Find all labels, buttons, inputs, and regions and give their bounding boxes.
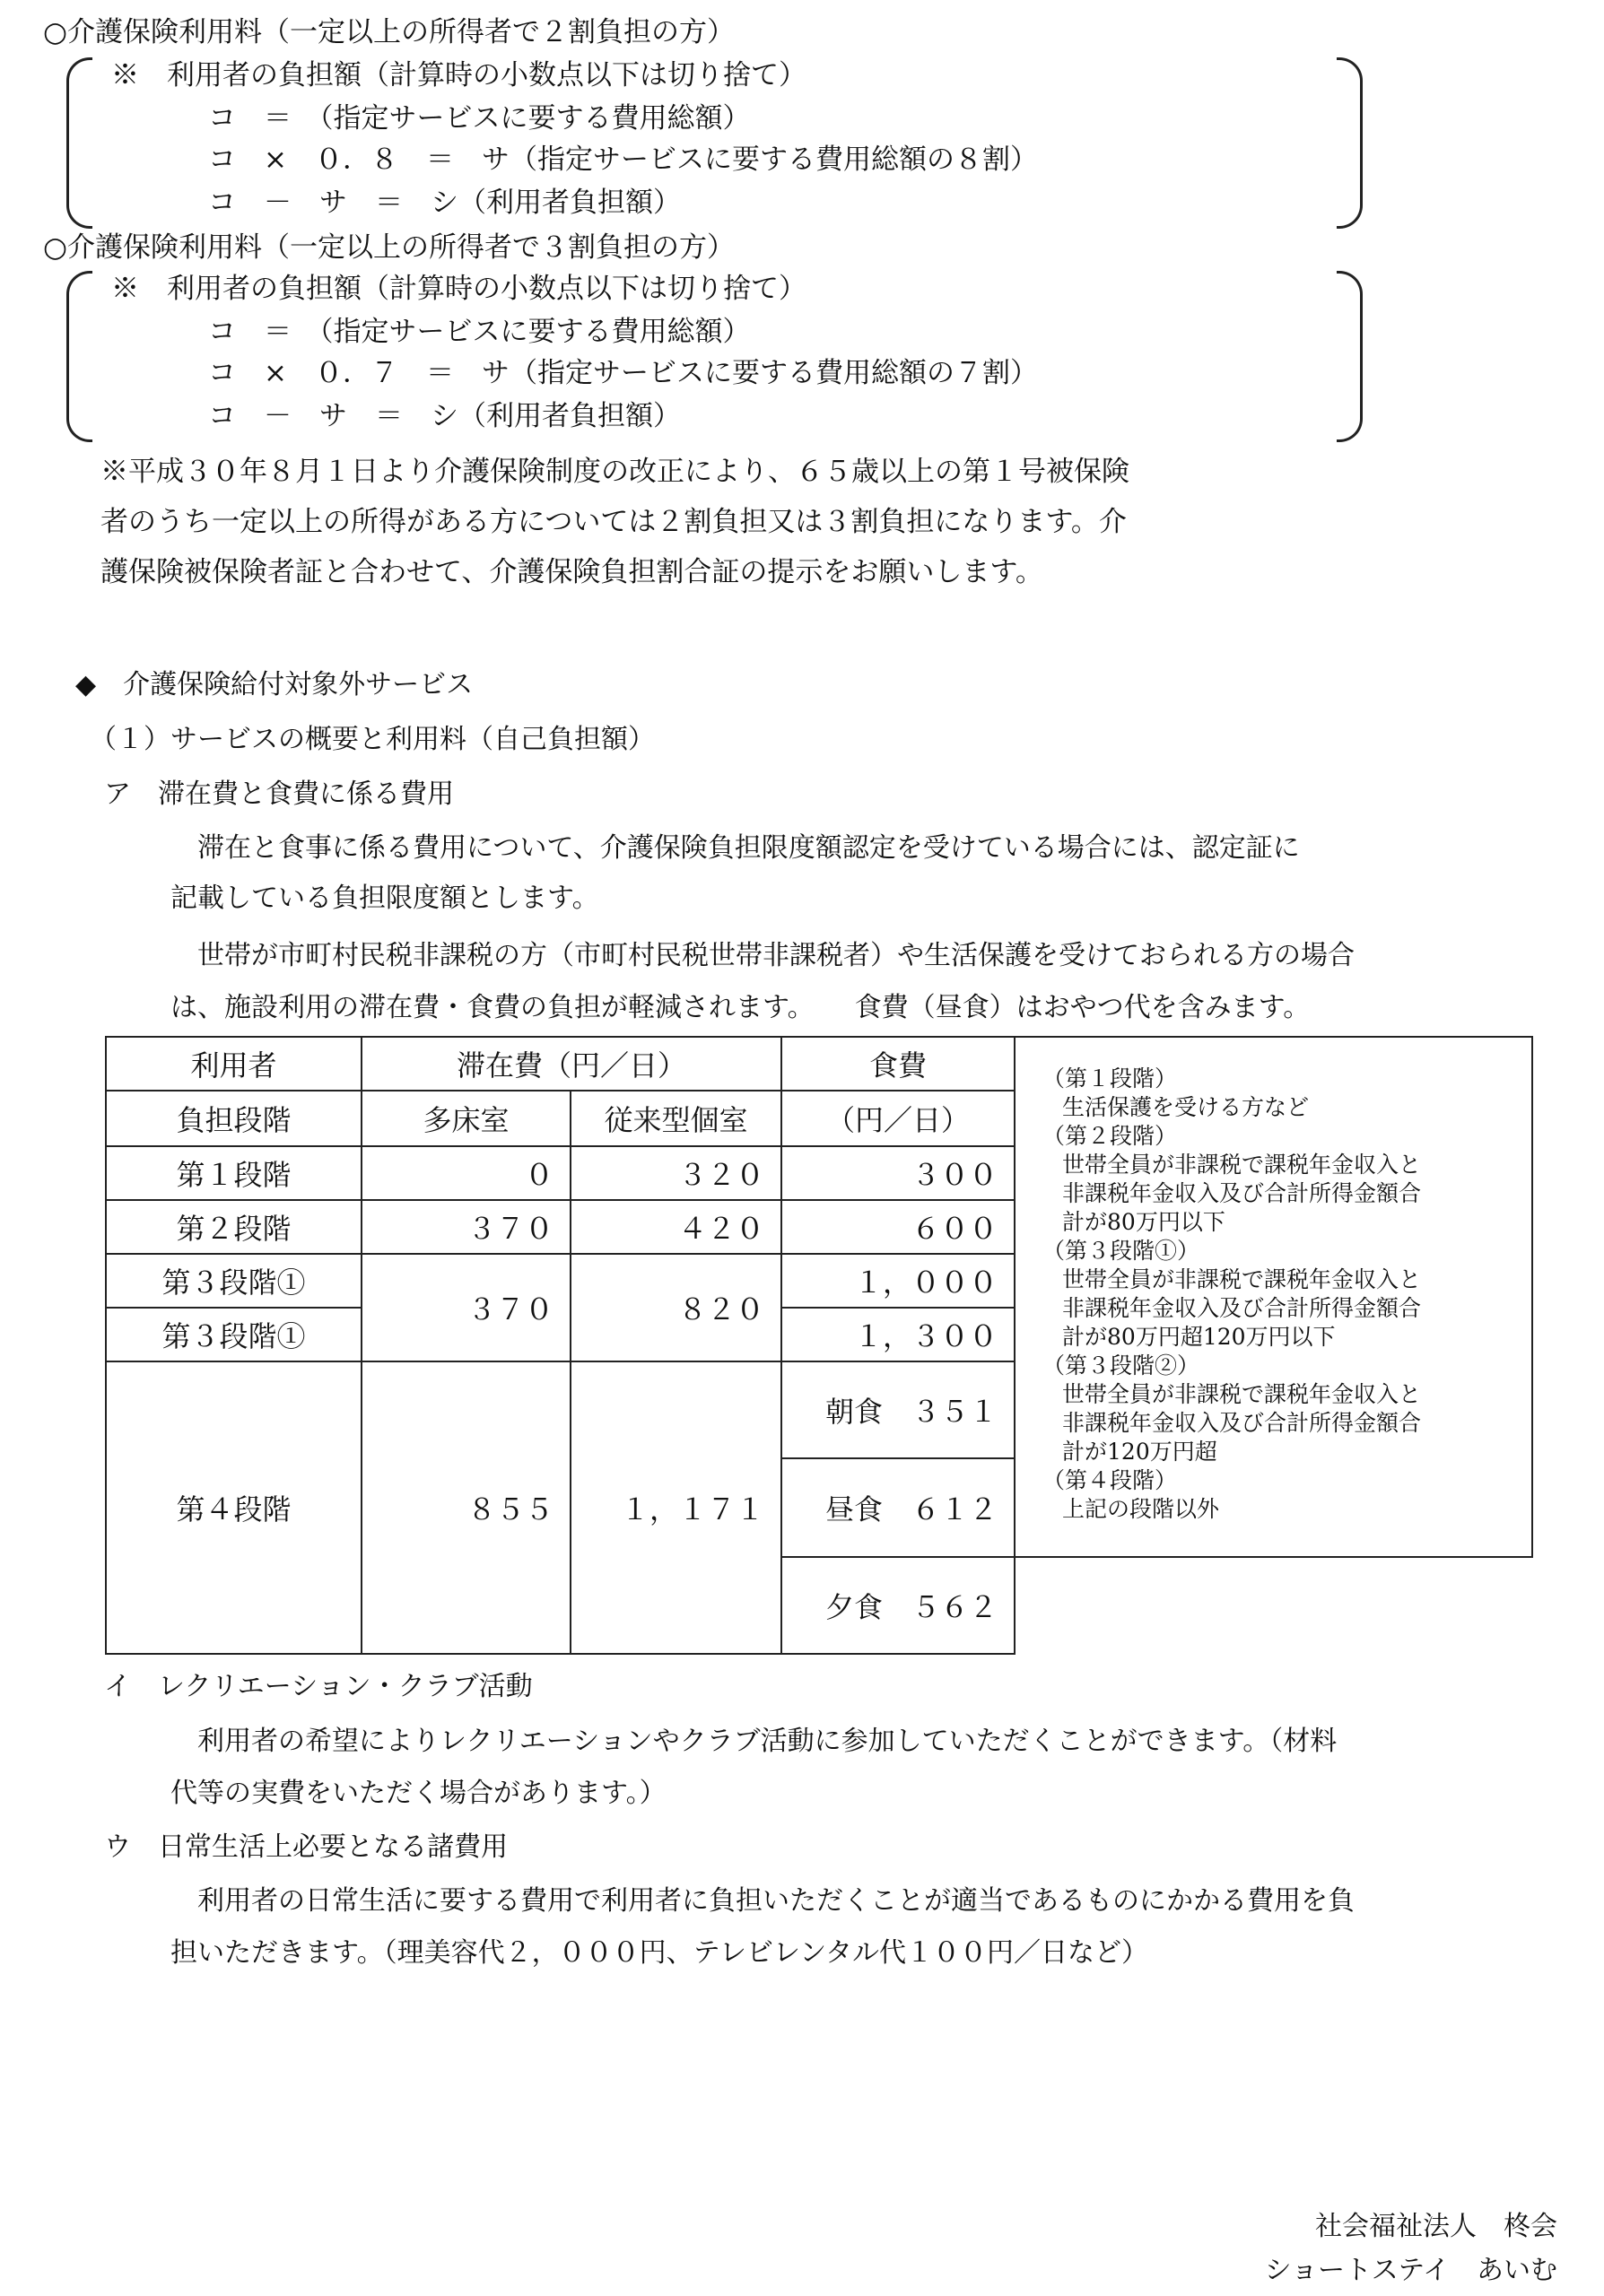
outside-subheading: （１）サービスの概要と利用料（自己負担額） <box>90 724 655 755</box>
private-room-cell: ３２０ <box>571 1146 781 1200</box>
item-a-text: は、施設利用の滞在費・食費の負担が軽減されます。 食費（昼食）はおやつ代を含みます。 <box>170 992 1311 1023</box>
item-i-title: イ レクリエーション・クラブ活動 <box>104 1671 533 1702</box>
header-food-1: 食費 <box>781 1037 1015 1091</box>
note-line: 世帯全員が非課税で課税年金収入と <box>1062 1381 1422 1407</box>
header-private-room: 従来型個室 <box>571 1091 781 1146</box>
stage-cell: 第４段階 <box>106 1361 362 1654</box>
note-line: 非課税年金収入及び合計所得金額合 <box>1062 1295 1422 1321</box>
food-cell: ６００ <box>781 1200 1015 1254</box>
item-u-text: 担いただきます。（理美容代２，０００円、テレビレンタル代１００円／日など） <box>170 1937 1149 1969</box>
notice-line: 護保険被保険者証と合わせて、介護保険負担割合証の提示をお願いします。 <box>100 556 1043 588</box>
item-a-title: ア 滞在費と食費に係る費用 <box>104 778 454 810</box>
multi-room-cell: ８５５ <box>362 1361 571 1654</box>
item-i-text: 代等の実費をいただく場合があります。） <box>170 1778 667 1809</box>
stage-cell: 第２段階 <box>106 1200 362 1254</box>
item-a-text: 記載している負担限度額とします。 <box>170 883 599 914</box>
section3-line: コ × ０．７ ＝ サ（指定サービスに要する費用総額の７割） <box>208 357 1038 389</box>
section2-line: コ ＝ （指定サービスに要する費用総額） <box>208 102 751 135</box>
stage-notes <box>1015 1037 1532 1557</box>
food-cell: ３００ <box>781 1146 1015 1200</box>
section2-heading: ○介護保険利用料（一定以上の所得者で２割負担の方） <box>43 16 736 48</box>
note-line: 世帯全員が非課税で課税年金収入と <box>1062 1152 1422 1178</box>
note-line: 世帯全員が非課税で課税年金収入と <box>1062 1266 1422 1292</box>
meal-cell: 夕食 ５６２ <box>781 1557 1015 1654</box>
note-line: （第３段階①） <box>1042 1238 1200 1264</box>
notice-line: 者のうち一定以上の所得がある方については２割負担又は３割負担になります。介 <box>100 506 1127 538</box>
section3-bracket-left <box>66 271 92 442</box>
stage-cell: 第３段階① <box>106 1308 362 1361</box>
private-room-cell: １，１７１ <box>571 1361 781 1654</box>
meal-cell: 朝食 ３５１ <box>781 1361 1015 1458</box>
note-line: 計が120万円超 <box>1062 1439 1217 1465</box>
section2-bracket-left <box>66 57 92 229</box>
header-multi-room: 多床室 <box>362 1091 571 1146</box>
item-i-text: 利用者の希望によりレクリエーションやクラブ活動に参加していただくことができます。（材料 <box>170 1726 1338 1757</box>
note-line: 計が80万円以下 <box>1062 1209 1225 1235</box>
note-line: 上記の段階以外 <box>1062 1496 1220 1522</box>
notice-line: ※平成３０年８月１日より介護保険制度の改正により、６５歳以上の第１号被保険 <box>100 456 1129 488</box>
section3-line: コ ＝ （指定サービスに要する費用総額） <box>208 316 751 348</box>
header-stay: 滞在費（円／日） <box>362 1037 781 1091</box>
multi-room-cell: ３７０ <box>362 1254 571 1361</box>
header-user-2: 負担段階 <box>106 1091 362 1146</box>
section2-line: ※ 利用者の負担額（計算時の小数点以下は切り捨て） <box>111 59 806 91</box>
multi-room-cell: ３７０ <box>362 1200 571 1254</box>
note-line: （第４段階） <box>1042 1467 1178 1493</box>
item-a-text: 世帯が市町村民税非課税の方（市町村民税世帯非課税者）や生活保護を受けておられる方の場合 <box>170 940 1355 971</box>
note-line: 非課税年金収入及び合計所得金額合 <box>1062 1410 1422 1436</box>
footer-organization: 社会福祉法人 柊会 <box>1315 2211 1557 2242</box>
section3-heading: ○介護保険利用料（一定以上の所得者で３割負担の方） <box>43 231 736 264</box>
section3-line: ※ 利用者の負担額（計算時の小数点以下は切り捨て） <box>111 273 806 305</box>
section2-line: コ × ０．８ ＝ サ（指定サービスに要する費用総額の８割） <box>208 144 1038 176</box>
note-line: （第２段階） <box>1042 1123 1178 1149</box>
stage-cell: 第１段階 <box>106 1146 362 1200</box>
note-line: 計が80万円超120万円以下 <box>1062 1324 1336 1350</box>
meal-cell: 昼食 ６１２ <box>781 1458 1015 1557</box>
item-u-text: 利用者の日常生活に要する費用で利用者に負担いただくことが適当であるものにかかる費用を負 <box>170 1885 1355 1917</box>
note-line: 生活保護を受ける方など <box>1062 1094 1310 1120</box>
food-cell: １，３００ <box>781 1308 1015 1361</box>
private-room-cell: ４２０ <box>571 1200 781 1254</box>
footer-facility: ショートステイ あいむ <box>1264 2255 1557 2286</box>
section3-bracket-right <box>1337 271 1363 442</box>
section2-bracket-right <box>1337 57 1363 229</box>
item-a-text: 滞在と食事に係る費用について、介護保険負担限度額認定を受けている場合には、認定証に <box>170 832 1300 864</box>
food-cell: １，０００ <box>781 1254 1015 1308</box>
stage-cell: 第３段階① <box>106 1254 362 1308</box>
fee-table <box>105 1036 1533 1655</box>
private-room-cell: ８２０ <box>571 1254 781 1361</box>
note-line: （第１段階） <box>1042 1065 1178 1091</box>
multi-room-cell: ０ <box>362 1146 571 1200</box>
outside-heading: ◆ 介護保険給付対象外サービス <box>75 669 474 700</box>
item-u-title: ウ 日常生活上必要となる諸費用 <box>104 1831 508 1863</box>
section2-line: コ － サ ＝ シ（利用者負担額） <box>208 187 681 219</box>
note-line: 非課税年金収入及び合計所得金額合 <box>1062 1180 1422 1206</box>
section3-line: コ － サ ＝ シ（利用者負担額） <box>208 400 681 432</box>
header-food-2: （円／日） <box>781 1091 1015 1146</box>
note-line: （第３段階②） <box>1042 1352 1200 1378</box>
header-user-1: 利用者 <box>106 1037 362 1091</box>
